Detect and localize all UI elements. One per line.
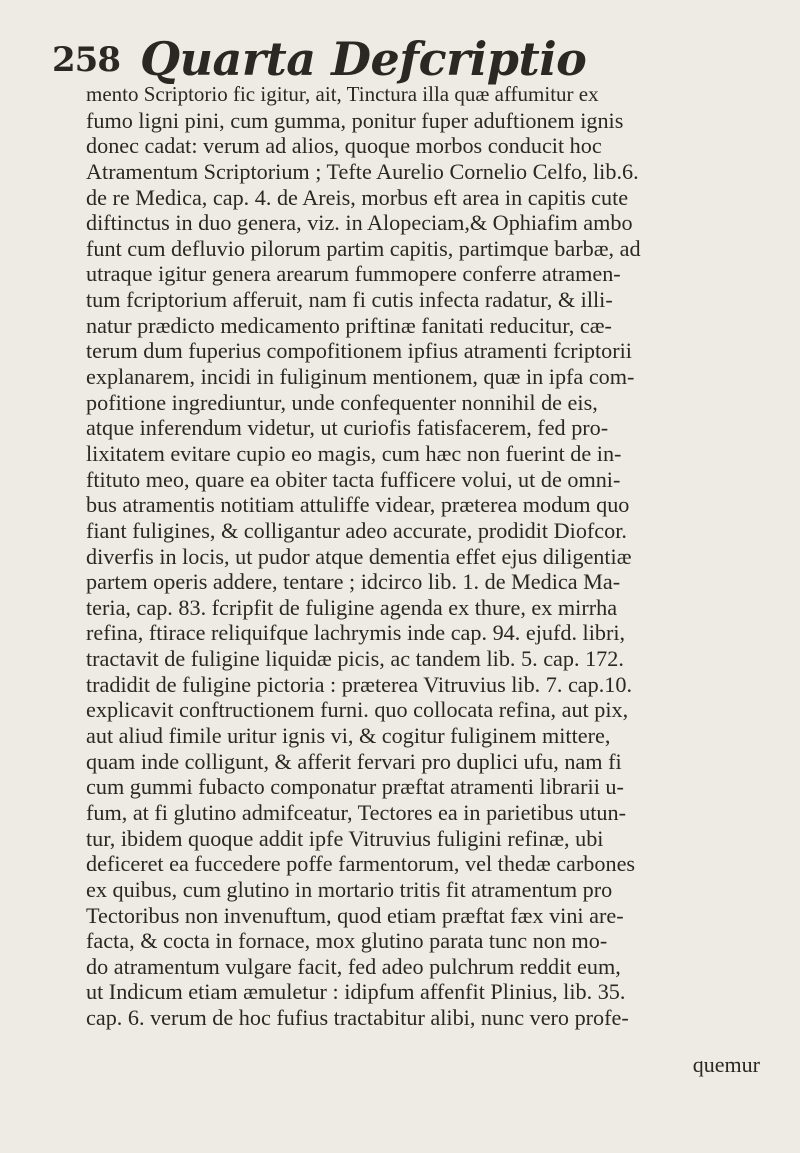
- text-line: explanarem, incidi in fuliginum mentionem, quæ in ipfa com-: [86, 364, 635, 390]
- text-line: Atramentum Scriptorium ; Tefte Aurelio Cornelio Celfo, lib.6.: [86, 158, 639, 184]
- text-line: fumo ligni pini, cum gumma, ponitur fuper aduftionem ignis: [86, 107, 624, 133]
- text-line: mento Scriptorio fic igitur, ait, Tinctura illa quæ affumitur ex: [86, 82, 599, 106]
- text-line: diftinctus in duo genera, viz. in Alopeciam,& Ophiafim ambo: [86, 210, 633, 236]
- text-line: lixitatem evitare cupio eo magis, cum hæc non fuerint de in-: [86, 440, 622, 466]
- text-line: quam inde colligunt, & afferit fervari pro duplici ufu, nam fi: [86, 748, 622, 774]
- text-line: pofitione ingrediuntur, unde confequenter nonnihil de eis,: [86, 389, 598, 415]
- text-line: partem operis addere, tentare ; idcirco lib. 1. de Medica Ma-: [86, 569, 621, 595]
- text-line: donec cadat: verum ad alios, quoque morbos conducit hoc: [86, 133, 602, 159]
- page-number: 258: [52, 40, 120, 80]
- text-line: ex quibus, cum glutino in mortario tritis fit atramentum pro: [86, 876, 613, 902]
- text-line: fiant fuligines, & colligantur adeo accurate, prodidit Diofcor.: [86, 517, 627, 543]
- text-line: funt cum defluvio pilorum partim capitis, partimque barbæ, ad: [86, 235, 641, 261]
- text-line: tractavit de fuligine liquidæ picis, ac tandem lib. 5. cap. 172.: [86, 646, 624, 672]
- page-header: [52, 18, 752, 86]
- text-line: facta, & cocta in fornace, mox glutino parata tunc non mo-: [86, 928, 608, 954]
- body-text: [86, 82, 762, 1031]
- text-line: ut Indicum etiam æmuletur : idipfum affenfit Plinius, lib. 35.: [86, 979, 626, 1005]
- text-line: explicavit conftructionem furni. quo collocata refina, aut pix,: [86, 697, 629, 723]
- catchword: quemur: [692, 1052, 760, 1077]
- text-line: do atramentum vulgare facit, fed adeo pulchrum reddit eum,: [86, 953, 621, 979]
- text-line: teria, cap. 83. fcripfit de fuligine agenda ex thure, ex mirrha: [86, 594, 618, 620]
- text-line: diverfis in locis, ut pudor atque dementia effet ejus diligentiæ: [86, 543, 632, 569]
- text-line: deficeret ea fuccedere poffe farmentorum, vel thedæ carbones: [86, 851, 636, 877]
- text-line: cap. 6. verum de hoc fufius tractabitur alibi, nunc vero profe-: [86, 1005, 629, 1031]
- text-line: de re Medica, cap. 4. de Areis, morbus eft area in capitis cute: [86, 184, 629, 210]
- text-line: bus atramentis notitiam attuliffe videar, præterea modum quo: [86, 492, 630, 518]
- text-line: fum, at fi glutino admifceatur, Tectores ea in parietibus utun-: [86, 799, 626, 825]
- text-line: ftituto meo, quare ea obiter tacta fufficere volui, ut de omni-: [86, 466, 621, 492]
- text-line: Tectoribus non invenuftum, quod etiam præftat fæx vini are-: [86, 902, 624, 928]
- text-line: tur, ibidem quoque addit ipfe Vitruvius fuligini refinæ, ubi: [86, 825, 604, 851]
- running-title: Quarta Defcriptio: [140, 32, 587, 86]
- text-line: terum dum fuperius compofitionem ipfius atramenti fcriptorii: [86, 338, 632, 364]
- text-line: cum gummi fubacto componatur præftat atramenti librarii u-: [86, 774, 624, 800]
- text-line: utraque igitur genera arearum fummopere conferre atramen-: [86, 261, 621, 287]
- text-line: tradidit de fuligine pictoria : præterea Vitruvius lib. 7. cap.10.: [86, 671, 633, 697]
- text-line: atque inferendum videtur, ut curiofis fatisfacerem, fed pro-: [86, 415, 609, 441]
- text-line: natur prædicto medicamento priftinæ fanitati reducitur, cæ-: [86, 312, 612, 338]
- text-line: tum fcriptorium afferuit, nam fi cutis infecta radatur, & illi-: [86, 287, 613, 313]
- text-line: aut aliud fimile uritur ignis vi, & cogitur fuliginem mittere,: [86, 723, 611, 749]
- text-line: refina, ftirace reliquifque lachrymis inde cap. 94. ejufd. libri,: [86, 620, 626, 646]
